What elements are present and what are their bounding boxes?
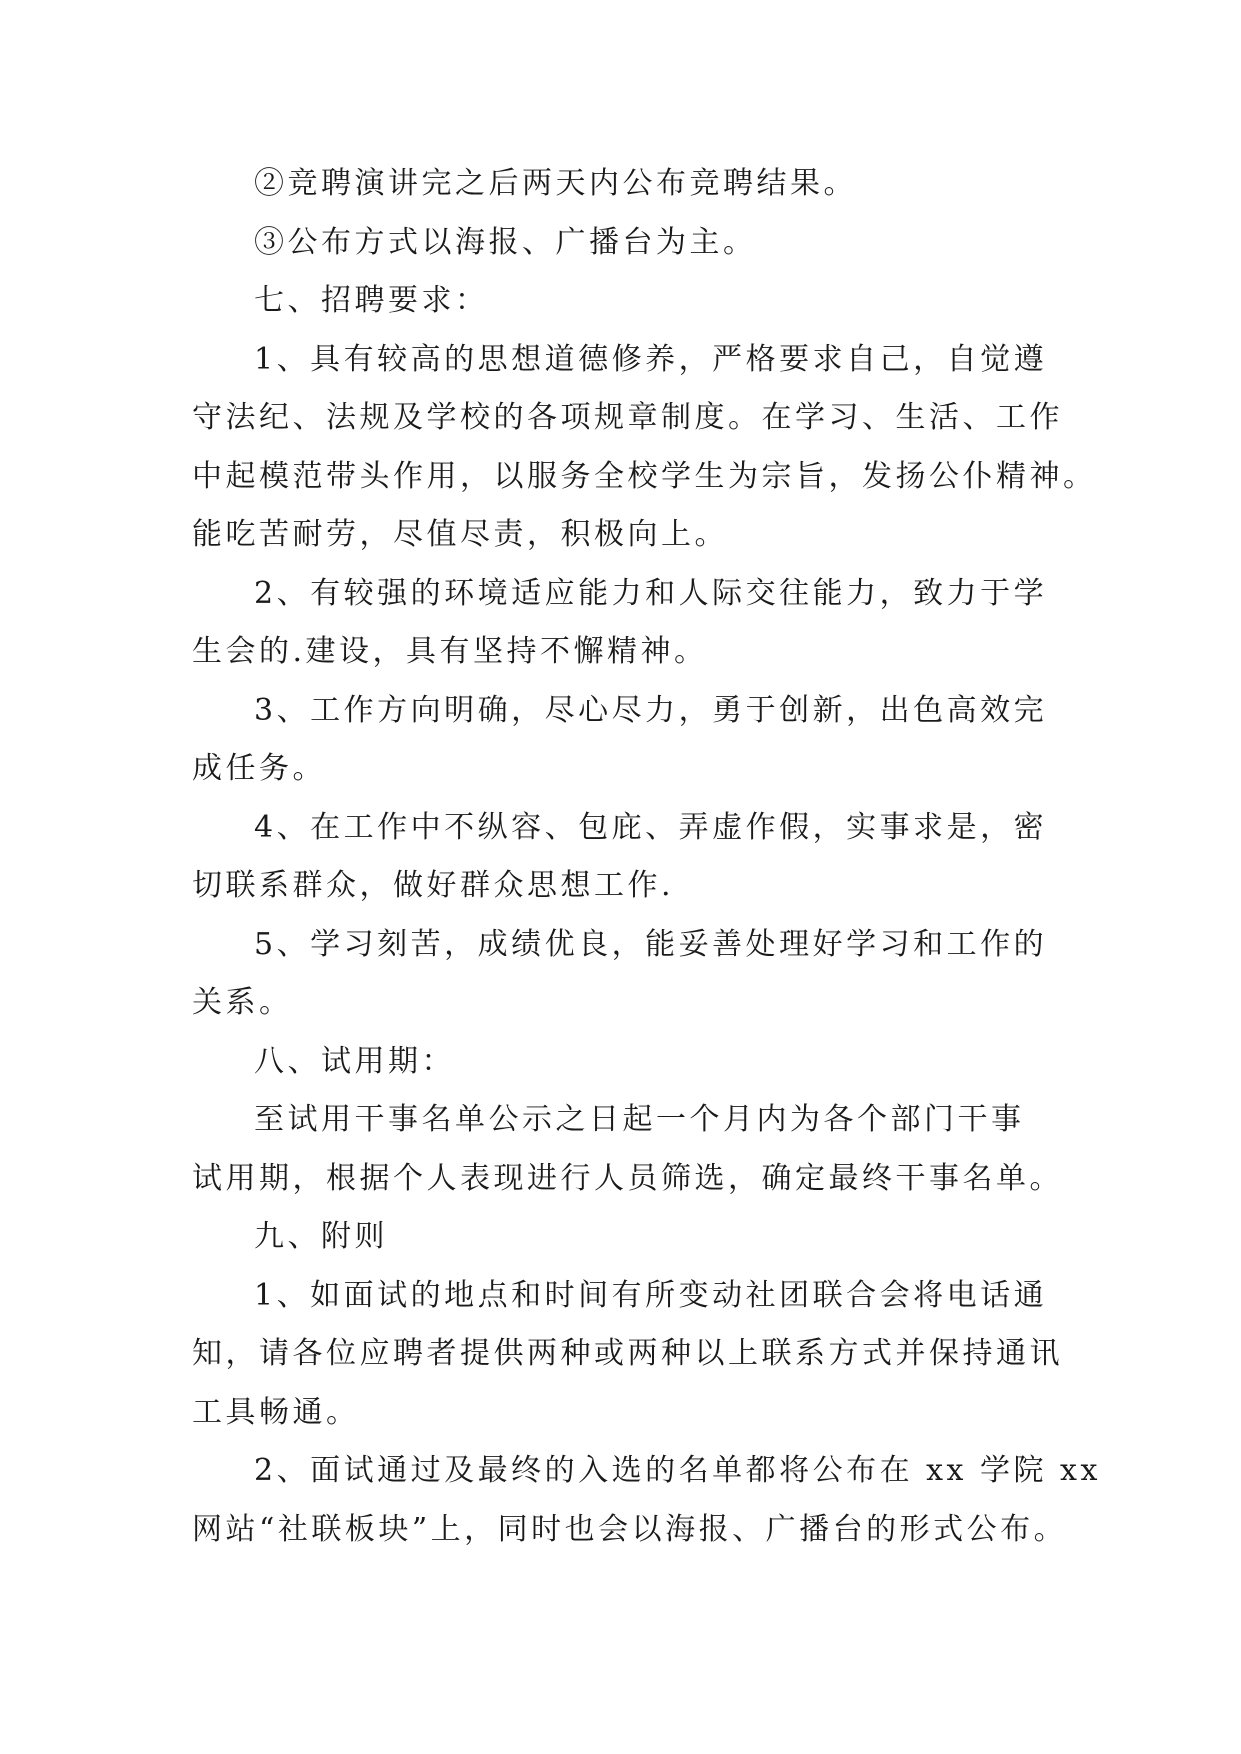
supplementary-item-2 (192, 1442, 1101, 1559)
text-line: 切联系群众，做好群众思想工作. (192, 868, 675, 903)
text-line: 3、工作方向明确，尽心尽力，勇于创新，出色高效完 (254, 692, 1048, 728)
text-line: ②竞聘演讲完之后两天内公布竞聘结果。 (254, 166, 857, 201)
text-line: 工具畅通。 (192, 1394, 360, 1430)
probation-description (192, 1091, 1072, 1208)
text-line: 1、具有较高的思想道德修养，严格要求自己，自觉遵 (254, 341, 1048, 377)
text-line: 七、招聘要求： (254, 283, 489, 318)
text-line: 至试用干事名单公示之日起一个月内为各个部门干事 (254, 1102, 1025, 1137)
text-line: 能吃苦耐劳，尽值尽责，积极向上。 (192, 517, 728, 552)
paragraph-result-announcement (192, 155, 1072, 214)
text-line: 成任务。 (192, 751, 326, 786)
text-line: 关系。 (192, 985, 293, 1020)
text-line: 4、在工作中不纵容、包庇、弄虚作假，实事求是，密 (254, 809, 1048, 845)
section-heading-supplementary (192, 1208, 1072, 1267)
requirement-item-5 (192, 916, 1072, 1033)
text-line: 生会的.建设，具有坚持不懈精神。 (192, 634, 708, 669)
text-line: 试用期，根据个人表现进行人员筛选，确定最终干事名单。 (192, 1160, 1063, 1196)
requirement-item-3 (192, 682, 1072, 799)
paragraph-announcement-method (192, 214, 1072, 273)
text-line: 2、有较强的环境适应能力和人际交往能力，致力于学 (254, 575, 1048, 611)
text-line: 中起模范带头作用，以服务全校学生为宗旨，发扬公仆精神。 (192, 458, 1097, 494)
supplementary-item-1 (192, 1267, 1072, 1443)
text-line: 网站“社联板块”上，同时也会以海报、广播台的形式公布。 (192, 1511, 1068, 1547)
requirement-item-1 (192, 331, 1097, 565)
text-line: ③公布方式以海报、广播台为主。 (254, 224, 757, 260)
requirement-item-4 (192, 799, 1072, 916)
section-heading-probation (192, 1033, 1072, 1092)
document-body (192, 155, 1101, 1559)
text-line: 2、面试通过及最终的入选的名单都将公布在 xx 学院 xx (254, 1453, 1101, 1488)
section-heading-requirements (192, 272, 1072, 331)
text-line: 5、学习刻苦，成绩优良，能妥善处理好学习和工作的 (254, 926, 1048, 962)
requirement-item-2 (192, 565, 1072, 682)
text-line: 九、附则 (254, 1219, 388, 1254)
text-line: 知，请各位应聘者提供两种或两种以上联系方式并保持通讯 (192, 1336, 1063, 1371)
text-line: 八、试用期： (254, 1043, 455, 1079)
text-line: 守法纪、法规及学校的各项规章制度。在学习、生活、工作 (192, 400, 1063, 435)
text-line: 1、如面试的地点和时间有所变动社团联合会将电话通 (254, 1277, 1048, 1313)
